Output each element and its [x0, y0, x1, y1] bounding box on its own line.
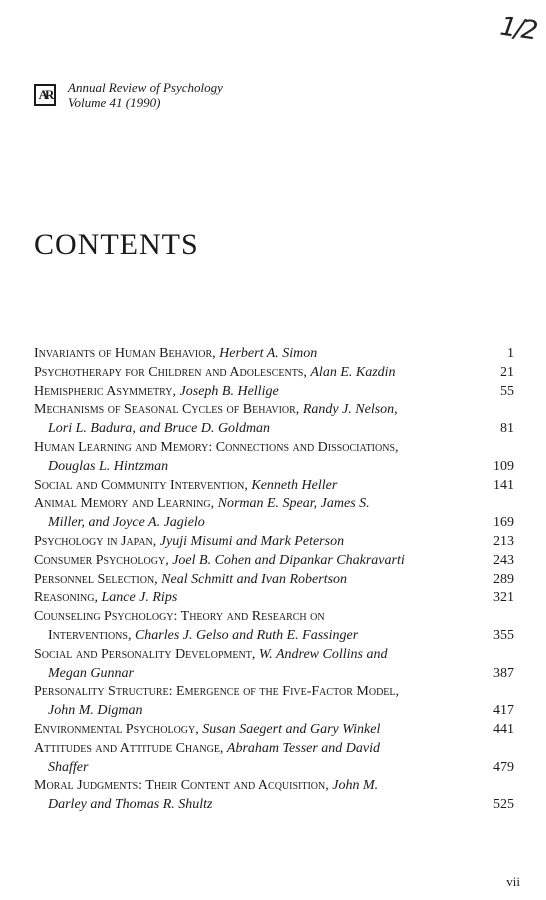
toc-entry-authors: Joel B. Cohen and Dipankar Chakravarti: [172, 552, 405, 568]
toc-entry: [34, 683, 514, 721]
toc-entry-line1: [34, 384, 279, 399]
toc-entry-line1: [34, 684, 399, 699]
journal-volume: Volume 41 (1990): [68, 95, 161, 110]
toc-entry-line1: [34, 365, 396, 380]
journal-name: Annual Review of Psychology: [68, 80, 223, 95]
toc-entry-line1: [34, 647, 387, 662]
toc-entry: [34, 533, 514, 552]
page-title: CONTENTS: [34, 228, 199, 261]
toc-entry-line2: [34, 458, 470, 477]
toc-entry-authors-cont: Darley and Thomas R. Shultz: [48, 797, 213, 813]
toc-entry: [34, 345, 514, 364]
toc-entry: [34, 552, 514, 571]
toc-entry: [34, 646, 514, 684]
toc-entry-line2: [34, 514, 470, 533]
toc-entry-title: Counseling Psychology: Theory and Research on: [34, 609, 325, 625]
toc-entry-authors: Randy J. Nelson,: [302, 402, 398, 418]
toc-entry-page: 525: [493, 797, 514, 813]
toc-entry-title: Social and Personality Development,: [34, 646, 256, 662]
toc-entry-authors-cont: Lori L. Badura, and Bruce D. Goldman: [48, 421, 271, 437]
toc-entry-line1: [34, 778, 378, 793]
toc-entry-line1: [34, 553, 405, 568]
toc-entry-line2: [34, 759, 470, 778]
toc-entry-page: 321: [493, 590, 514, 606]
toc-entry-authors-cont: Charles J. Gelso and Ruth E. Fassinger: [134, 627, 359, 643]
toc-entry-authors: W. Andrew Collins and: [258, 646, 388, 662]
toc-entry-line1: [34, 609, 325, 624]
toc-entry-title: Hemispheric Asymmetry,: [34, 383, 177, 399]
toc-entry-page: 55: [500, 383, 514, 399]
toc-entry-title: Personnel Selection,: [34, 571, 158, 587]
toc-entry: [34, 777, 514, 815]
toc-entry-authors: Kenneth Heller: [251, 477, 338, 493]
toc-entry: [34, 608, 514, 646]
toc-entry-line1: [34, 402, 398, 417]
toc-entry-title: Consumer Psychology,: [34, 552, 169, 568]
toc-entry: [34, 439, 514, 477]
toc-entry-authors: Abraham Tesser and David: [226, 740, 381, 756]
toc-entry-line2: [34, 665, 470, 684]
toc-entry-line1: [34, 741, 380, 756]
toc-entry-line2: [34, 420, 470, 439]
toc-entry-authors: Norman E. Spear, James S.: [217, 496, 370, 512]
toc-entry-page: 479: [493, 759, 514, 775]
toc-entry-authors: Joseph B. Hellige: [179, 383, 279, 399]
toc-entry: [34, 401, 514, 439]
toc-entry-title-cont: Interventions,: [48, 627, 132, 643]
toc-entry-title: Moral Judgments: Their Content and Acquisition,: [34, 778, 329, 794]
toc-entry-authors-cont: Megan Gunnar: [48, 665, 134, 681]
toc-entry-page: 243: [493, 552, 514, 568]
toc-entry-page: 141: [493, 477, 514, 493]
toc-entry-title: Reasoning,: [34, 590, 98, 606]
toc-entry: [34, 364, 514, 383]
page-folio: vii: [506, 874, 520, 889]
toc-entry-page: 81: [500, 421, 514, 437]
toc-entry-line1: [34, 534, 344, 549]
toc-entry-page: 1: [507, 346, 514, 361]
toc-entry-page: 289: [493, 571, 514, 587]
toc-entry-title: Social and Community Intervention,: [34, 477, 248, 493]
toc-entry-page: 355: [493, 627, 514, 643]
toc-entry-line1: [34, 440, 399, 455]
toc-entry-line1: [34, 722, 380, 737]
toc-entry-authors: Herbert A. Simon: [219, 346, 318, 361]
toc-entry-title: Invariants of Human Behavior,: [34, 346, 216, 361]
toc-entry: [34, 721, 514, 740]
toc-entry-authors: Lance J. Rips: [101, 590, 178, 606]
toc-entry: [34, 740, 514, 778]
toc-entry-line1: [34, 478, 337, 493]
toc-entry-line2: [34, 627, 470, 646]
toc-entry-title: Psychotherapy for Children and Adolescents,: [34, 364, 307, 380]
toc-entry-title: Human Learning and Memory: Connections and Dissociations,: [34, 439, 399, 455]
toc-entry-page: 21: [500, 364, 514, 380]
toc-entry: [34, 571, 514, 590]
toc-entry-line2: [34, 702, 470, 721]
toc-entry-authors: Neal Schmitt and Ivan Robertson: [161, 571, 348, 587]
toc-entry-title: Psychology in Japan,: [34, 533, 157, 549]
toc-entry-page: 109: [493, 458, 514, 474]
toc-entry-title: Environmental Psychology,: [34, 721, 199, 737]
toc-entry-page: 417: [493, 703, 514, 719]
toc-entry-authors: Susan Saegert and Gary Winkel: [202, 721, 381, 737]
toc-entry-page: 169: [493, 515, 514, 531]
publication-header: [34, 80, 223, 110]
toc-entry: [34, 495, 514, 533]
toc-entry-line1: [34, 346, 317, 361]
toc-entry-page: 441: [493, 721, 514, 737]
toc-entry-title: Mechanisms of Seasonal Cycles of Behavior,: [34, 402, 300, 418]
toc-entry-title: Animal Memory and Learning,: [34, 496, 215, 512]
toc-entry-authors: Jyuji Misumi and Mark Peterson: [159, 533, 345, 549]
toc-entry-page: 387: [493, 665, 514, 681]
toc-entry-authors-cont: Shaffer: [48, 759, 89, 775]
toc-entry-authors-cont: Douglas L. Hintzman: [48, 458, 169, 474]
toc-entry: [34, 383, 514, 402]
toc-entry-line2: [34, 796, 470, 815]
toc-entry-authors: Alan E. Kazdin: [310, 364, 396, 380]
toc-entry-authors: John M.: [332, 778, 379, 794]
toc-entry-title: Personality Structure: Emergence of the Five-Factor Model,: [34, 684, 400, 700]
toc-entry-line1: [34, 572, 347, 587]
toc-entry-page: 213: [493, 533, 514, 549]
annual-reviews-logo-icon: AR: [34, 84, 56, 106]
toc-entry-authors-cont: John M. Digman: [48, 703, 143, 719]
toc-entry: [34, 477, 514, 496]
toc-entry-title: Attitudes and Attitude Change,: [34, 740, 224, 756]
toc-entry: [34, 589, 514, 608]
table-of-contents: [34, 345, 514, 815]
toc-entry-line1: [34, 590, 177, 605]
toc-entry-line1: [34, 496, 370, 511]
toc-entry-authors-cont: Miller, and Joyce A. Jagielo: [48, 515, 205, 531]
handwritten-page-note: 1/2: [498, 11, 538, 47]
